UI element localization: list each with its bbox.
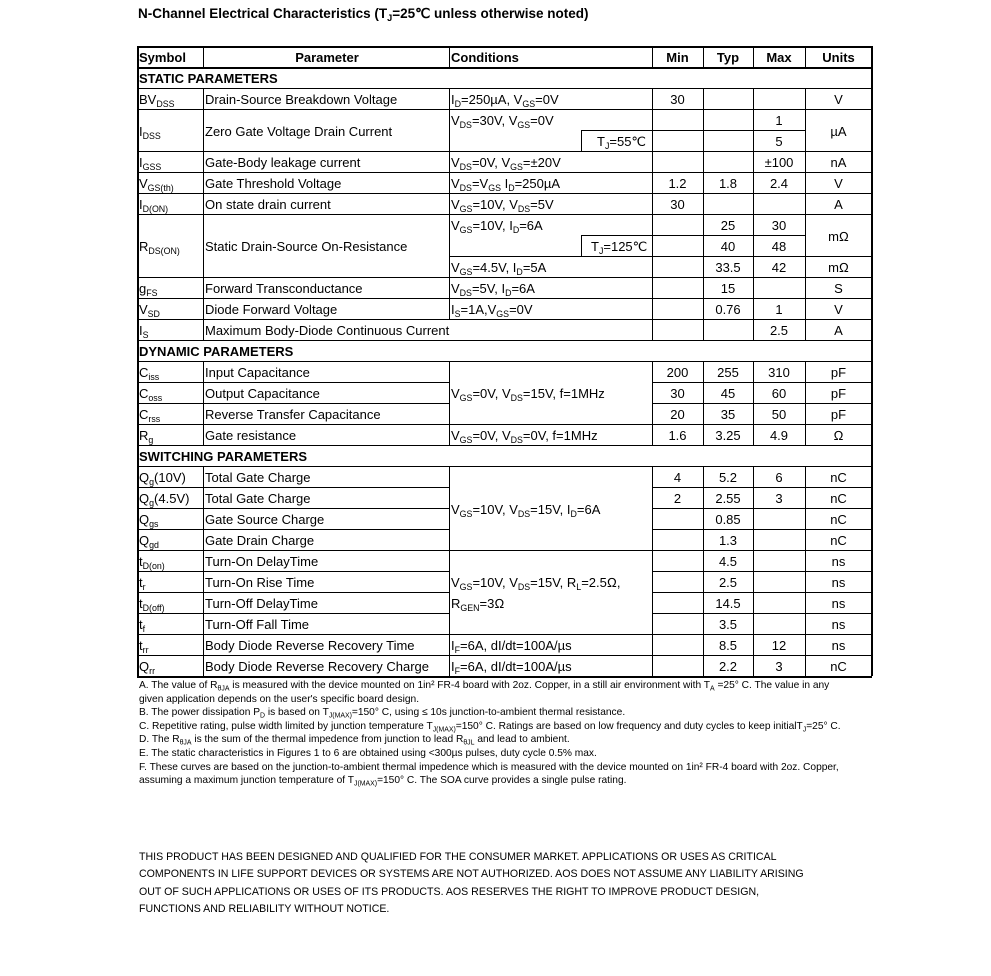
table-rule [805, 46, 806, 67]
qgs-parameter: Gate Source Charge [205, 512, 325, 527]
disclaimer-line: THIS PRODUCT HAS BEEN DESIGNED AND QUALIFIED FOR THE CONSUMER MARKET. APPLICATIONS OR USES AS CRITICAL [139, 851, 777, 863]
rg-typ: 3.25 [715, 428, 741, 443]
crss-min: 20 [670, 407, 685, 422]
table-rule [703, 46, 704, 67]
table-rule [581, 235, 652, 236]
section-dynamic: DYNAMIC PARAMETERS [139, 344, 294, 359]
vsd-parameter: Diode Forward Voltage [205, 302, 338, 317]
switching-conditions-rgen: $R_{GEN}=3Ω$ [451, 596, 505, 614]
table-rule [449, 256, 872, 257]
rg-unit: Ω [833, 428, 844, 443]
is-parameter: Maximum Body-Diode Continuous Current [205, 323, 450, 338]
qgs-unit: nC [830, 512, 847, 527]
coss-typ: 45 [720, 386, 736, 401]
footnote: B. The power dissipation $P_D$ is based on $T_{J(MAX)}=150^\circ$ C, using ≤ 10s junction-to-ambient thermal resistance. [139, 707, 626, 720]
table-rule [703, 361, 704, 445]
rdson-unit-4v5: mΩ [828, 260, 849, 275]
disclaimer-line: COMPONENTS IN LIFE SUPPORT DEVICES OR SYSTEMS ARE NOT AUTHORIZED. AOS DOES NOT ASSUME ANY LIABILITY ARISING [139, 868, 804, 881]
table-rule [203, 466, 204, 676]
charge-conditions: $V_{GS}=10V$, $V_{DS}=15V$, $I_D=6A$ [451, 501, 601, 519]
vsd-unit: V [834, 302, 843, 317]
table-rule [449, 466, 450, 676]
bvdss-unit: V [834, 92, 843, 107]
table-rule [137, 382, 449, 383]
table-rule [703, 88, 704, 319]
table-rule [137, 508, 449, 509]
table-rule [652, 130, 805, 131]
header-parameter: Parameter [295, 50, 359, 65]
table-rule [203, 88, 204, 319]
rdson-typ-4v5: 33.5 [715, 260, 741, 275]
qgd-unit: nC [830, 533, 847, 548]
qg45-max: 3 [775, 491, 783, 506]
rdson-symbol: $R_{DS(ON)}$ [139, 239, 180, 257]
qgs-symbol: $Q_{gs}$ [139, 512, 159, 530]
table-rule [753, 46, 754, 67]
footnote: D. The $R_{\theta JA}$ is the sum of the thermal impedence from junction to lead $R_{\theta JL}$ and lead to ambient. [139, 734, 570, 747]
table-rule [137, 550, 872, 551]
igss-max: ±100 [764, 155, 794, 170]
page-title: N-Channel Electrical Characteristics ($T_J=25℃$ unless otherwise noted) [138, 6, 589, 24]
igss-conditions: $V_{DS}=0V$, $V_{GS}=\pm 20V$ [451, 155, 561, 173]
coss-parameter: Output Capacitance [205, 386, 320, 401]
table-rule [652, 382, 872, 383]
tr-unit: ns [831, 575, 846, 590]
idon-unit: A [834, 197, 843, 212]
qgd-typ: 1.3 [718, 533, 738, 548]
qrr-max: 3 [775, 659, 783, 674]
table-rule [652, 613, 872, 614]
table-rule [137, 634, 872, 635]
rdson-max-4v5: 42 [771, 260, 787, 275]
crss-parameter: Reverse Transfer Capacitance [205, 407, 381, 422]
tdoff-parameter: Turn-Off DelayTime [205, 596, 318, 611]
ciss-parameter: Input Capacitance [205, 365, 310, 380]
idss-symbol: $I_{DSS}$ [139, 123, 161, 141]
table-rule [652, 46, 653, 67]
table-rule [652, 319, 653, 340]
section-static: STATIC PARAMETERS [139, 71, 278, 86]
qg10-parameter: Total Gate Charge [205, 470, 311, 485]
vgsth-unit: V [834, 176, 843, 191]
crss-max: 50 [771, 407, 787, 422]
idss-parameter: Zero Gate Voltage Drain Current [205, 123, 393, 139]
coss-unit: pF [830, 386, 847, 401]
vgsth-parameter: Gate Threshold Voltage [205, 176, 342, 191]
table-rule [703, 466, 704, 676]
tf-symbol: $t_f$ [139, 617, 146, 635]
table-rule [137, 487, 449, 488]
qg10-max: 6 [775, 470, 783, 485]
gfs-typ: 15 [720, 281, 736, 296]
table-rule [753, 466, 754, 676]
tr-typ: 2.5 [718, 575, 738, 590]
rg-conditions: $V_{GS}=0V$, $V_{DS}=0V$, f=1MHz [451, 428, 598, 446]
table-rule [137, 277, 872, 278]
table-rule [581, 235, 582, 256]
footnotes [139, 679, 849, 788]
rdson-conditions: $V_{GS}=10V$, $I_D=6A$ [451, 218, 543, 236]
vsd-conditions: $I_S=1A,V_{GS}=0V$ [451, 302, 533, 320]
bvdss-symbol: $BV_{DSS}$ [139, 92, 175, 110]
table-rule [652, 508, 872, 509]
crss-symbol: $C_{rss}$ [139, 407, 161, 425]
table-rule [753, 88, 754, 319]
table-rule [137, 109, 872, 110]
idss-max-tj: 5 [775, 134, 783, 149]
qrr-unit: nC [830, 659, 847, 674]
table-rule [203, 319, 204, 340]
bvdss-conditions: $I_D=250\mu A$, $V_{GS}=0V$ [451, 92, 559, 110]
table-rule [652, 361, 653, 445]
capacitance-conditions: $V_{GS}=0V$, $V_{DS}=15V$, f=1MHz [451, 386, 605, 404]
ciss-min: 200 [666, 365, 689, 380]
trr-max: 12 [771, 638, 787, 653]
is-unit: A [834, 323, 843, 338]
rg-parameter: Gate resistance [205, 428, 297, 443]
ciss-symbol: $C_{iss}$ [139, 365, 160, 383]
idss-unit: µA [830, 123, 847, 139]
table-rule [652, 571, 872, 572]
gfs-unit: S [834, 281, 843, 296]
tdon-symbol: $t_{D(on)}$ [139, 554, 165, 572]
gfs-conditions: $V_{DS}=5V$, $I_D=6A$ [451, 281, 535, 299]
coss-symbol: $C_{oss}$ [139, 386, 163, 404]
table-rule [137, 88, 872, 89]
ciss-typ: 255 [717, 365, 739, 380]
ciss-max: 310 [768, 365, 790, 380]
vsd-max: 1 [775, 302, 783, 317]
coss-min: 30 [670, 386, 685, 401]
idss-conditions: $V_{DS}=30V$, $V_{GS}=0V$ [451, 113, 554, 131]
table-rule [137, 424, 872, 425]
qg45-symbol: $Q_g(4.5V)$ [139, 491, 190, 509]
qgd-parameter: Gate Drain Charge [205, 533, 315, 548]
qrr-typ: 2.2 [718, 659, 738, 674]
header-max: Max [766, 50, 792, 65]
crss-unit: pF [830, 407, 847, 422]
table-rule [137, 319, 872, 320]
table-rule [652, 466, 653, 676]
tdon-unit: ns [831, 554, 846, 569]
header-symbol: Symbol [139, 50, 186, 65]
crss-typ: 35 [720, 407, 736, 422]
table-rule [652, 529, 872, 530]
vgsth-typ: 1.8 [718, 176, 738, 191]
rdson-typ: 25 [720, 218, 736, 233]
footnote: F. These curves are based on the junction-to-ambient thermal impedence which is measured with the device mounted on 1in² FR-4 board with 2oz. Copper, assuming a maximum junction temperature of $T_{J(MAX)}=150^\circ$ C. The SOA curve provides a single pulse rating. [139, 761, 839, 788]
idon-conditions: $V_{GS}=10V$, $V_{DS}=5V$ [451, 197, 554, 215]
table-rule [137, 193, 872, 194]
gfs-parameter: Forward Transconductance [205, 281, 363, 296]
rg-min: 1.6 [668, 428, 687, 443]
idon-parameter: On state drain current [205, 197, 331, 212]
disclaimer [139, 849, 859, 919]
table-rule [137, 298, 872, 299]
is-max: 2.5 [769, 323, 789, 338]
trr-typ: 8.5 [718, 638, 738, 653]
qg45-parameter: Total Gate Charge [205, 491, 311, 506]
qg10-typ: 5.2 [718, 470, 738, 485]
table-rule [449, 88, 450, 319]
table-rule [703, 319, 704, 340]
tf-typ: 3.5 [718, 617, 738, 632]
vsd-symbol: $V_{SD}$ [139, 302, 160, 320]
trr-symbol: $t_{rr}$ [139, 638, 149, 656]
rdson-parameter: Static Drain-Source On-Resistance [205, 239, 408, 254]
rdson-conditions-4v5: $V_{GS}=4.5V$, $I_D=5A$ [451, 260, 547, 278]
table-rule [137, 571, 449, 572]
qg10-symbol: $Q_g(10V)$ [139, 470, 186, 488]
qg45-min: 2 [673, 491, 682, 506]
igss-symbol: $I_{GSS}$ [139, 155, 162, 173]
table-rule [652, 235, 805, 236]
rg-symbol: $R_g$ [139, 428, 154, 446]
rg-max: 4.9 [769, 428, 789, 443]
is-symbol: $I_S$ [139, 323, 149, 341]
header-min: Min [666, 50, 689, 65]
igss-parameter: Gate-Body leakage current [205, 155, 361, 170]
qrr-parameter: Body Diode Reverse Recovery Charge [205, 659, 429, 674]
table-rule [203, 361, 204, 445]
rdson-max-tj: 48 [771, 239, 787, 254]
trr-unit: ns [831, 638, 846, 653]
rdson-conditions-tj: $T_J=125℃$ [591, 239, 648, 257]
rdson-max: 30 [771, 218, 787, 233]
table-rule [137, 466, 872, 467]
vgsth-min: 1.2 [668, 176, 687, 191]
table-rule [805, 466, 806, 676]
table-rule [449, 361, 450, 445]
gfs-symbol: $g_{FS}$ [139, 281, 158, 299]
vgsth-conditions: $V_{DS}=V_{GS}$ $I_D=250\mu A$ [451, 176, 561, 194]
table-rule [805, 88, 806, 319]
vgsth-symbol: $V_{GS(th)}$ [139, 176, 174, 194]
tf-unit: ns [831, 617, 846, 632]
qrr-symbol: $Q_{rr}$ [139, 659, 156, 677]
table-rule [137, 676, 872, 678]
ciss-unit: pF [830, 365, 847, 380]
qg45-unit: nC [830, 491, 847, 506]
footnote: C. Repetitive rating, pulse width limited by junction temperature $T_{J(MAX)}=150^\circ$ C. Ratings are based on low frequency and duty cycles to keep initialT$_J$=25° C. [139, 720, 841, 734]
table-rule [203, 46, 204, 67]
table-rule [137, 613, 449, 614]
tdon-parameter: Turn-On DelayTime [205, 554, 319, 569]
table-rule [137, 67, 872, 69]
tr-parameter: Turn-On Rise Time [205, 575, 315, 590]
table-rule [652, 88, 653, 319]
tdoff-typ: 14.5 [715, 596, 741, 611]
table-rule [137, 214, 872, 215]
tdoff-symbol: $t_{D(off)}$ [139, 596, 165, 614]
disclaimer-line: OUT OF SUCH APPLICATIONS OR USES OF ITS PRODUCTS. AOS RESERVES THE RIGHT TO IMPROVE PRODUCT DESIGN, [139, 885, 760, 898]
table-rule [581, 130, 582, 151]
table-rule [137, 172, 872, 173]
qgd-symbol: $Q_{gd}$ [139, 533, 159, 551]
tf-parameter: Turn-Off Fall Time [205, 617, 310, 632]
idon-symbol: $I_{D(ON)}$ [139, 197, 169, 215]
qrr-conditions: $I_F=6A$, dI/dt=100A/µs [451, 659, 572, 677]
table-rule [137, 340, 872, 341]
table-rule [137, 445, 872, 446]
vgsth-max: 2.4 [769, 176, 789, 191]
table-rule [137, 529, 449, 530]
igss-unit: nA [830, 155, 847, 170]
rdson-unit: mΩ [828, 228, 849, 244]
table-rule [805, 361, 806, 445]
tdon-typ: 4.5 [718, 554, 738, 569]
table-rule [137, 655, 872, 656]
bvdss-parameter: Drain-Source Breakdown Voltage [205, 92, 398, 107]
header-units: Units [822, 50, 855, 65]
qgs-typ: 0.85 [715, 512, 741, 527]
table-rule [137, 403, 449, 404]
tr-symbol: $t_r$ [139, 575, 146, 593]
table-rule [449, 46, 450, 67]
idss-max: 1 [775, 113, 783, 128]
table-rule [137, 46, 872, 48]
rdson-typ-tj: 40 [720, 239, 736, 254]
vsd-typ: 0.76 [715, 302, 741, 317]
section-switching: SWITCHING PARAMETERS [139, 449, 308, 464]
table-rule [137, 361, 872, 362]
switching-conditions: $V_{GS}=10V$, $V_{DS}=15V$, $R_L=2.5Ω$, [451, 575, 621, 593]
table-rule [753, 361, 754, 445]
footnote: E. The static characteristics in Figures 1 to 6 are obtained using <300µs pulses, duty cycle 0.5% max. [139, 747, 597, 759]
table-rule [137, 592, 449, 593]
trr-parameter: Body Diode Reverse Recovery Time [205, 638, 415, 653]
disclaimer-line: FUNCTIONS AND RELIABILITY WITHOUT NOTICE. [139, 903, 390, 916]
qg45-typ: 2.55 [715, 491, 741, 506]
table-rule [652, 592, 872, 593]
table-rule [805, 319, 806, 340]
coss-max: 60 [771, 386, 787, 401]
header-typ: Typ [716, 50, 740, 65]
idon-min: 30 [670, 197, 685, 212]
table-rule [652, 403, 872, 404]
trr-conditions: $I_F=6A$, dI/dt=100A/µs [451, 638, 572, 656]
table-rule [753, 319, 754, 340]
idss-conditions-tj: $T_J=55℃$ [597, 134, 647, 152]
table-rule [137, 151, 872, 152]
footnote: A. The value of $R_{\theta JA}$ is measured with the device mounted on 1in² FR-4 board with 2oz. Copper, in a still air environment with $T_A =25^\circ$ C. The value in any given application depends on the user's specific board design. [139, 680, 830, 705]
table-rule [581, 130, 652, 131]
bvdss-min: 30 [670, 92, 685, 107]
qg10-min: 4 [673, 470, 682, 485]
tdoff-unit: ns [831, 596, 846, 611]
header-conditions: Conditions [451, 50, 519, 65]
qg10-unit: nC [830, 470, 847, 485]
table-rule [652, 487, 872, 488]
